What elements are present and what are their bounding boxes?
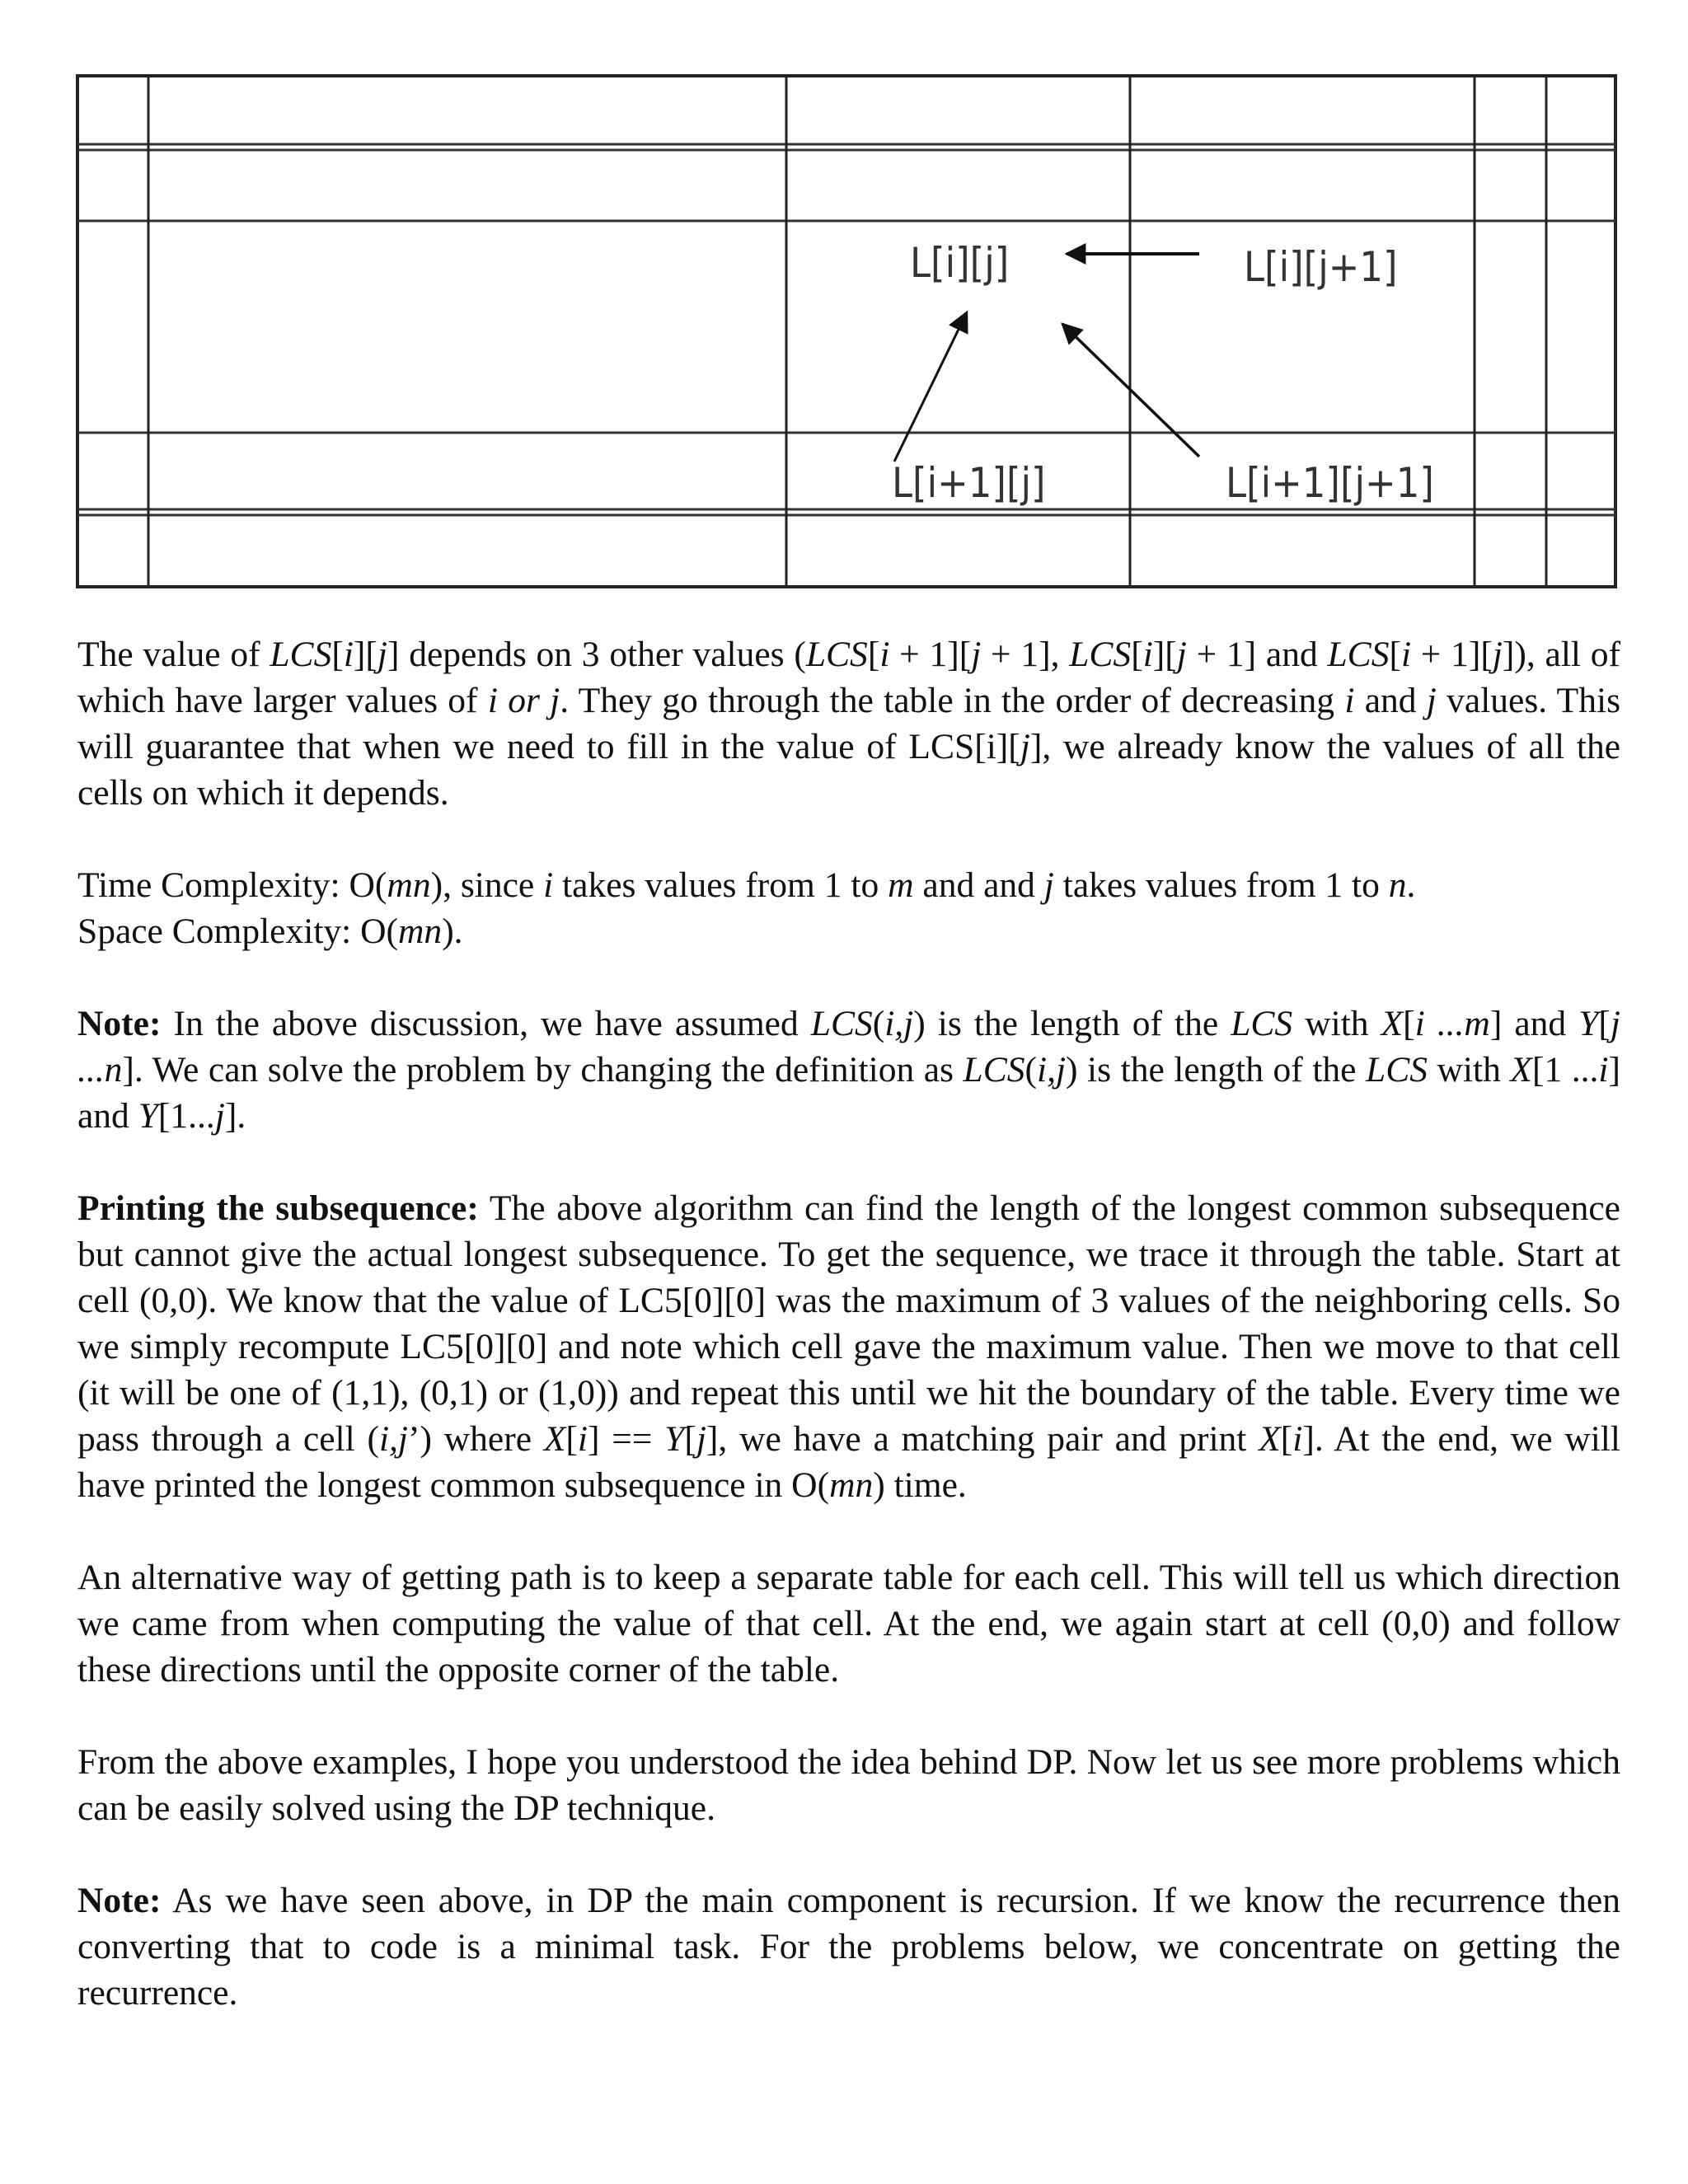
paragraph-space-complexity: Space Complexity: O(mn). [77, 912, 463, 951]
arrow-from-below [894, 312, 967, 462]
cell-below-label: L[i+1][j] [892, 459, 1046, 507]
paragraph-alternative-path: An alternative way of getting path is to keep a separate table for each cell. This will tell us which direction we came from when computing the value of that cell. At the end, we again start at cell (0,0) and follow these directions until the opposite corner of the table. [77, 1558, 1620, 1690]
paragraph-note-recursion: Note: As we have seen above, in DP the main component is recursion. If we know the recurrence then converting that to code is a minimal task. For the problems below, we concentrate on getting the recurrence. [77, 1881, 1620, 2013]
paragraph-note-definition: Note: In the above discussion, we have assumed LCS(i,j) is the length of the LCS with X[i ...m] and Y[j ...n]. We can solve the problem by changing the definition as LCS(i,j) is the length of the LCS with X[1 ...i] and Y[1...j]. [77, 1004, 1620, 1136]
lcs-dependency-figure [76, 74, 1617, 588]
document-body [77, 631, 1620, 2062]
paragraph-printing-subsequence: Printing the subsequence: The above algorithm can find the length of the longest common subsequence but cannot give the actual longest subsequence. To get the sequence, we trace it through the table. Start at cell (0,0). We know that the value of LC5[0][0] was the maximum of 3 values of the neighboring cells. So we simply recompute LC5[0][0] and note which cell gave the maximum value. Then we move to that cell (it will be one of (1,1), (0,1) or (1,0)) and repeat this until we hit the boundary of the table. Every time we pass through a cell (i,j’) where X[i] == Y[j], we have a matching pair and print X[i]. At the end, we will have printed the longest common subsequence in O(mn) time. [77, 1188, 1620, 1505]
cell-current-label: L[i][j] [910, 239, 1010, 287]
paragraph-dp-examples: From the above examples, I hope you understood the idea behind DP. Now let us see more problems which can be easily solved using the DP technique. [77, 1742, 1620, 1828]
paragraph-dependency: The value of LCS[i][j] depends on 3 other values (LCS[i + 1][j + 1], LCS[i][j + 1] and LCS[i + 1][j]), all of which have larger values of i or j. They go through the table in the order of decreasing i and j values. This will guarantee that when we need to fill in the value of LCS[i][j], we already know the values of all the cells on which it depends. [77, 635, 1621, 813]
cell-diagonal-label: L[i+1][j+1] [1226, 459, 1434, 507]
lcs-table-grid [76, 74, 1617, 588]
paragraph-time-complexity: Time Complexity: O(mn), since i takes values from 1 to m and and j takes values from 1 to n. [77, 865, 1416, 905]
cell-right-label: L[i][j+1] [1244, 243, 1398, 291]
